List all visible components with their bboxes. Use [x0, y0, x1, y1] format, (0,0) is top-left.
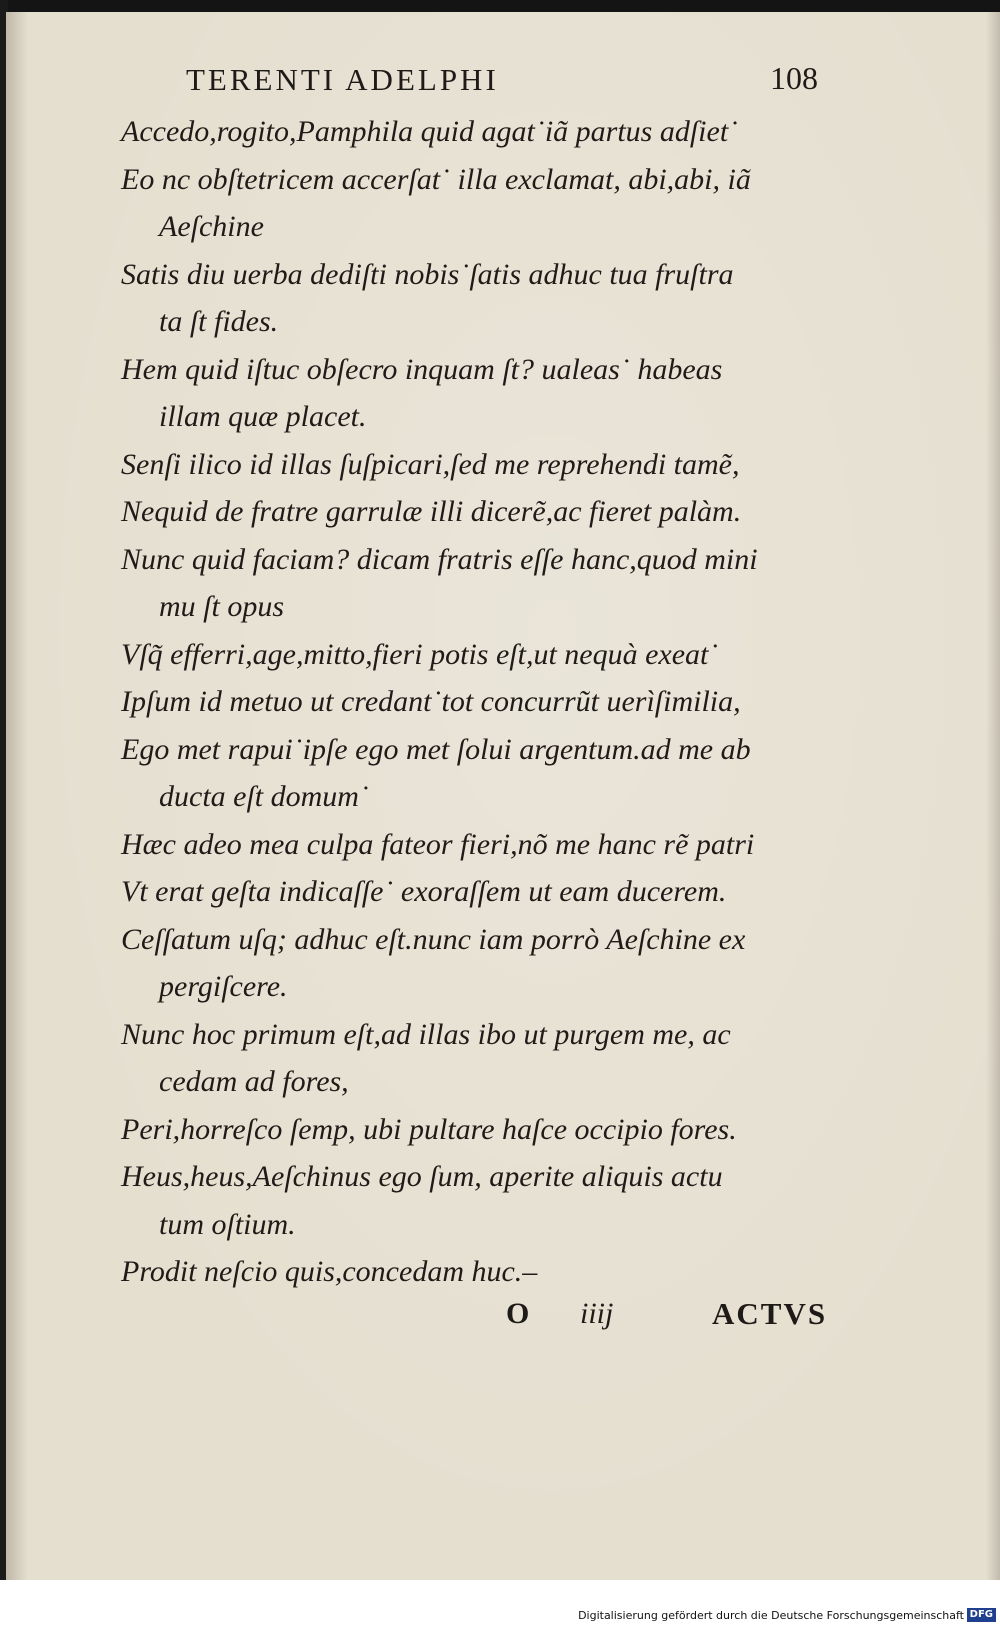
funding-credit: Digitalisierung gefördert durch die Deutsche Forschungsgemeinschaft	[578, 1609, 964, 1622]
signature-numeral: iiij	[580, 1297, 614, 1330]
verse-line: Ceſſatum uſq; adhuc eſt.nunc iam porrò Aeſchine ex	[121, 922, 746, 956]
verse-continuation-line: cedam ad fores,	[159, 1065, 349, 1098]
verse-continuation-line: ducta eſt domum˙	[159, 780, 369, 813]
verse-line: Nequid de fratre garrulæ illi dicerẽ,ac fieret palàm.	[121, 495, 742, 528]
verse-line: Accedo,rogito,Pamphila quid agat˙iã partus adſiet˙	[121, 115, 739, 148]
dfg-logo: DFG	[967, 1608, 996, 1622]
verse-continuation-line: ta ſt fides.	[159, 305, 279, 338]
verse-line: Hæc adeo mea culpa fateor fieri,nõ me hanc rẽ patri	[121, 827, 755, 861]
verse-line: Nunc quid faciam? dicam fratris eſſe hanc,quod mini	[121, 542, 758, 576]
verse-line: Vt erat geſta indicaſſe˙ exoraſſem ut eam ducerem.	[121, 875, 727, 908]
running-head: TERENTI ADELPHI	[186, 62, 499, 97]
page-number: 108	[770, 60, 818, 96]
verse-line: Eo nc obſtetricem accerſat˙ illa exclamat, abi,abi, iã	[121, 162, 751, 196]
verse-line: Vſq̃ efferri,age,mitto,fieri potis eſt,ut nequà exeat˙	[121, 637, 719, 671]
verse-text-block	[121, 108, 861, 1296]
verse-line: Heus,heus,Aeſchinus ego ſum, aperite aliquis actu	[121, 1160, 723, 1193]
catchword: ACTVS	[712, 1296, 828, 1331]
verse-line: Ego met rapui˙ipſe ego met ſolui argentum.ad me ab	[121, 732, 751, 766]
verse-line: Nunc hoc primum eſt,ad illas ibo ut purgem me, ac	[121, 1017, 731, 1051]
verse-line: Peri,horreſco ſemp, ubi pultare haſce occipio fores.	[121, 1112, 737, 1146]
verse-continuation-line: mu ſt opus	[159, 590, 285, 623]
verse-continuation-line: tum oſtium.	[159, 1207, 296, 1241]
verse-continuation-line: Aeſchine	[159, 210, 264, 243]
verse-line: Prodit neſcio quis,concedam huc.–	[121, 1255, 538, 1288]
verse-line: Hem quid iſtuc obſecro inquam ſt? ualeas˙ habeas	[121, 352, 723, 386]
verse-line: Satis diu uerba dediſti nobis˙ſatis adhuc tua fruſtra	[121, 257, 734, 291]
verse-line: Ipſum id metuo ut credant˙tot concurrũt uerìſimilia,	[121, 685, 741, 718]
verse-line: Senſi ilico id illas ſuſpicari,ſed me reprehendi tamẽ,	[121, 447, 740, 481]
book-page	[6, 12, 1000, 1580]
verse-continuation-line: pergiſcere.	[159, 970, 288, 1003]
verse-continuation-line: illam quæ placet.	[159, 400, 367, 433]
signature-mark: O	[506, 1297, 530, 1330]
